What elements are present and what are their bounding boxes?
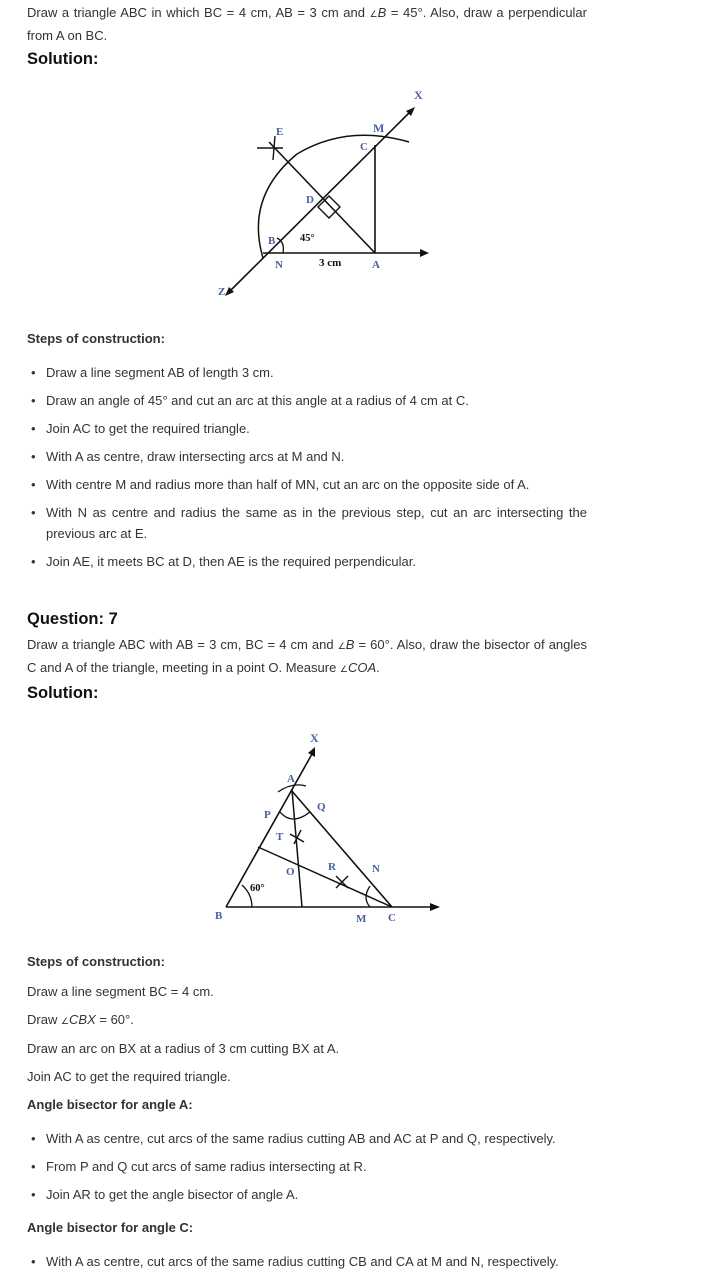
list-item: • With A as centre, cut arcs of the same radius cutting AB and AC at P and Q, respectively. — [27, 1128, 587, 1149]
q7-bisector-a-list — [27, 1128, 587, 1205]
angle-symbol: ∠ — [369, 9, 378, 19]
list-item: • Join AE, it meets BC at D, then AE is the required perpendicular. — [27, 551, 587, 572]
q6-label-n: N — [275, 259, 283, 271]
q7-label-angle: 60° — [250, 883, 265, 894]
list-item: • With N as centre and radius the same as in the previous step, cut an arc intersecting the previous arc at E. — [27, 502, 587, 544]
q6-label-m: M — [373, 121, 385, 135]
q6-base-arrowhead — [420, 249, 429, 257]
q7-angle-name: B — [345, 637, 355, 652]
q6-label-length: 3 cm — [319, 257, 342, 269]
q7-label-n: N — [372, 863, 380, 875]
q6-steps-list — [27, 362, 587, 572]
q7-step-2 — [27, 1009, 587, 1032]
q7-text-b: = 60°. Also, draw the bisector of angles C and A of the triangle, meeting in a point O. Measure — [27, 637, 588, 675]
q6-label-c: C — [360, 141, 368, 153]
q7-label-c: C — [388, 912, 396, 924]
q7-text-a: Draw a triangle ABC with AB = 3 cm, BC = 4 cm and — [27, 637, 338, 652]
q7-bisector-a — [292, 790, 302, 907]
q6-label-b: B — [268, 235, 276, 247]
list-item: • With A as centre, draw intersecting arcs at M and N. — [27, 446, 587, 467]
q6-question-text — [27, 2, 587, 46]
q6-label-x: X — [414, 88, 423, 102]
list-item: • Join AR to get the angle bisector of angle A. — [27, 1184, 587, 1205]
q7-segment-ac — [291, 790, 392, 907]
q7-step-2-angle: CBX — [69, 1012, 96, 1027]
list-item: • Draw an angle of 45° and cut an arc at this angle at a radius of 4 cm at C. — [27, 390, 587, 411]
q6-label-z: Z — [218, 286, 226, 298]
q6-label-e: E — [276, 126, 284, 138]
list-item: • With A as centre, cut arcs of the same radius cutting CB and CA at M and N, respectively. — [27, 1251, 587, 1272]
q7-label-t: T — [276, 831, 284, 843]
q7-title: Question: 7 — [27, 610, 118, 628]
q6-e-mark-2 — [273, 136, 275, 160]
q7-label-p: P — [264, 809, 271, 821]
list-item: • Draw a line segment AB of length 3 cm. — [27, 362, 587, 383]
q6-label-angle: 45° — [300, 233, 315, 244]
q7-step-4: Join AC to get the required triangle. — [27, 1069, 231, 1084]
q7-step-1: Draw a line segment BC = 4 cm. — [27, 984, 214, 999]
q6-label-d: D — [306, 194, 314, 206]
q7-label-r: R — [328, 861, 336, 873]
q7-solution-label: Solution: — [27, 684, 99, 702]
q7-label-a: A — [287, 773, 295, 785]
q7-label-m: M — [356, 913, 367, 925]
angle-symbol: ∠ — [60, 1016, 70, 1026]
q7-ray-bx — [226, 754, 312, 907]
q6-label-a: A — [372, 259, 380, 271]
list-item: • With centre M and radius more than half of MN, cut an arc on the opposite side of A. — [27, 474, 587, 495]
angle-symbol: ∠ — [339, 664, 348, 674]
q6-construction-figure — [177, 82, 457, 322]
q7-steps-label: Steps of construction: — [27, 954, 165, 969]
q6-steps-label: Steps of construction: — [27, 331, 165, 346]
q6-angle-arc — [277, 238, 283, 253]
q7-step-2-text-b: = 60°. — [95, 1012, 134, 1027]
q7-base-arrowhead — [430, 903, 440, 911]
list-item: • Join AC to get the required triangle. — [27, 418, 587, 439]
q7-label-o: O — [286, 866, 295, 878]
q6-text-a: Draw a triangle ABC in which BC = 4 cm, AB = 3 cm and — [27, 5, 370, 20]
q7-bisector-c-list — [27, 1251, 587, 1272]
angle-symbol: ∠ — [337, 641, 346, 651]
q7-bisector-c-label: Angle bisector for angle C: — [27, 1220, 194, 1235]
q7-label-q: Q — [317, 801, 326, 813]
q7-bisector-c — [258, 847, 392, 907]
q7-step-3: Draw an arc on BX at a radius of 3 cm cutting BX at A. — [27, 1041, 340, 1056]
q7-measure-angle: COA — [348, 660, 377, 675]
q6-angle-name: B — [377, 5, 387, 20]
q7-question-text — [27, 634, 587, 680]
q7-step-2-text-a: Draw — [27, 1012, 61, 1027]
q6-solution-label: Solution: — [27, 50, 99, 68]
q7-text-c: . — [376, 660, 380, 675]
q7-bisector-a-label: Angle bisector for angle A: — [27, 1097, 193, 1112]
q7-label-b: B — [215, 910, 223, 922]
q7-label-x: X — [310, 731, 319, 745]
q6-text-b: = 45°. Also, draw a perpendicular from A on BC. — [27, 5, 587, 43]
q7-construction-figure — [182, 722, 452, 932]
list-item: • From P and Q cut arcs of same radius intersecting at R. — [27, 1156, 587, 1177]
